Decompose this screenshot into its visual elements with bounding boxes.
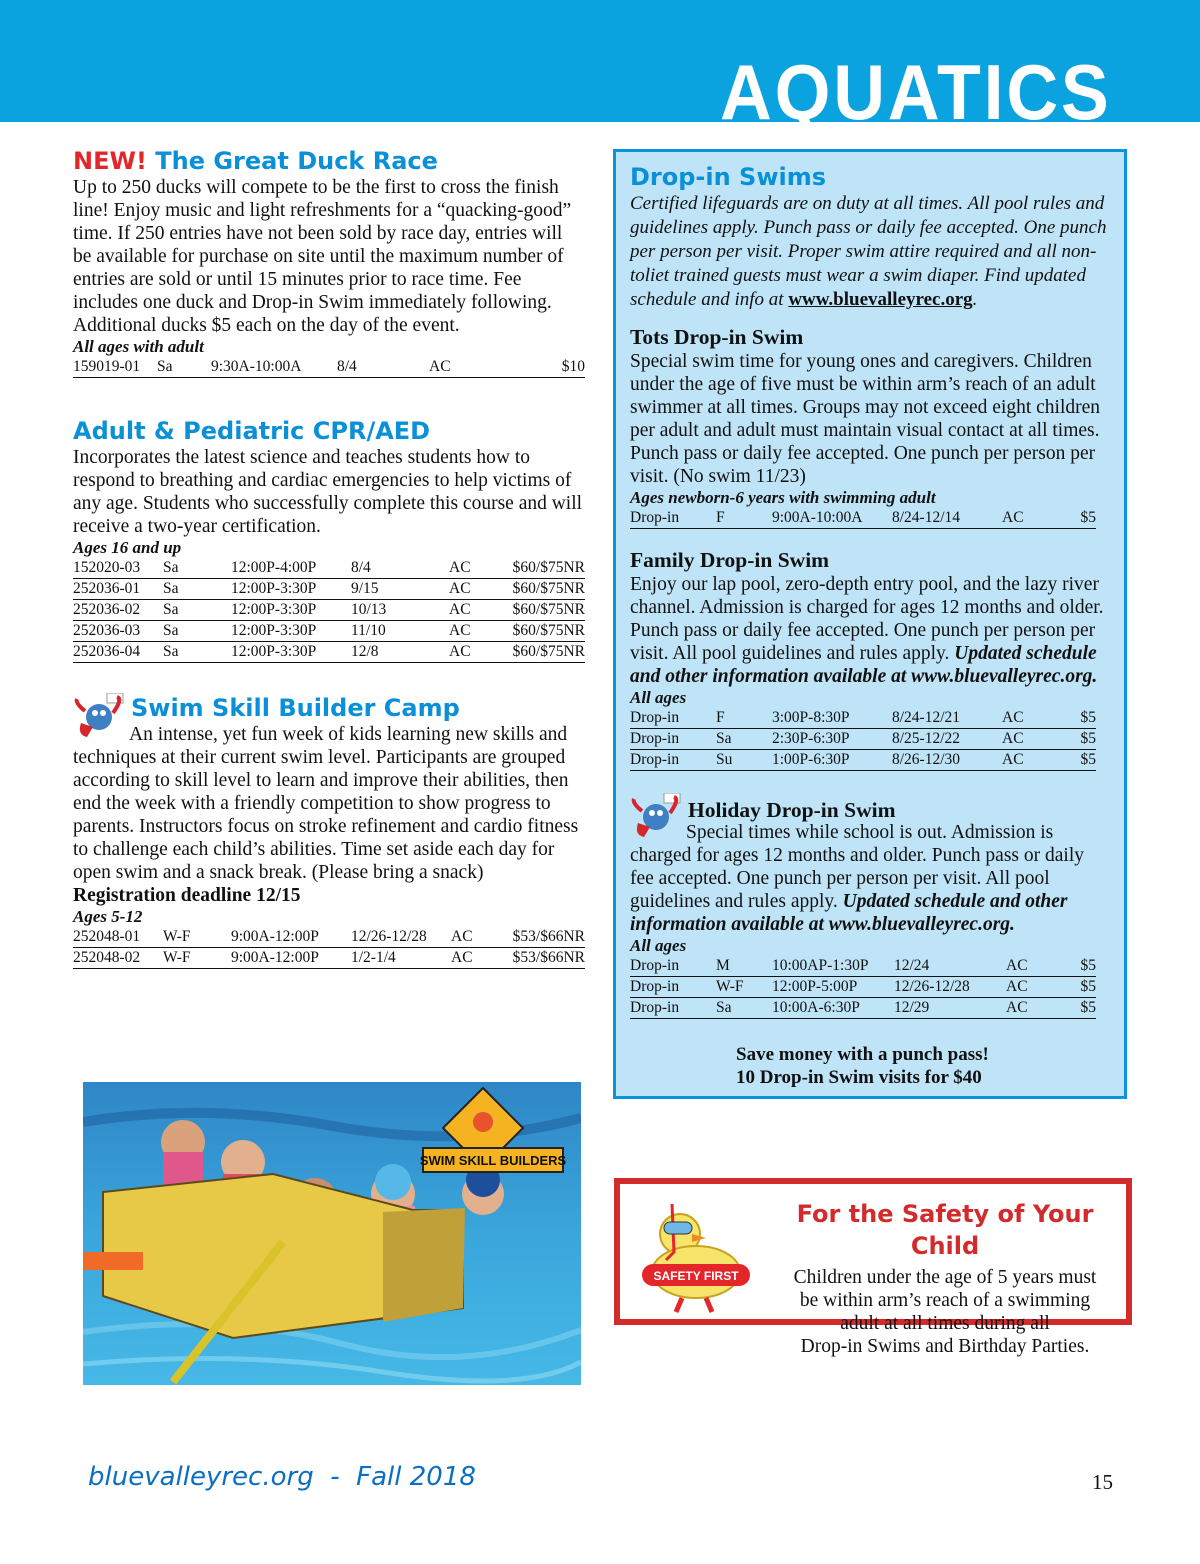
table-row [630, 956, 1096, 977]
course-number: 252048-02 [73, 948, 163, 969]
course-fee: $60/$75NR [497, 558, 585, 579]
session-days: F [716, 508, 772, 529]
session-fee: $5 [1052, 508, 1096, 529]
course-time: 12:00P-3:30P [231, 579, 351, 600]
session-days: Su [716, 750, 772, 771]
course-dates: 12/26-12/28 [351, 927, 451, 948]
dropin-title: Drop-in Swims [630, 163, 827, 191]
session-dates: 12/24 [894, 956, 1006, 977]
swim-camp-description [73, 723, 585, 907]
lobster-mascot-icon [73, 693, 131, 739]
course-number: 252036-02 [73, 600, 163, 621]
swim-skill-builders-photo [83, 1082, 581, 1385]
duck-race-heading [73, 146, 585, 176]
table-row [630, 977, 1096, 998]
safety-text [760, 1198, 1130, 1358]
session-location: AC [1006, 977, 1056, 998]
session-time: 12:00P-5:00P [772, 977, 894, 998]
table-row [73, 948, 585, 969]
course-location: AC [449, 621, 497, 642]
table-row [73, 642, 585, 663]
course-number: 252036-01 [73, 579, 163, 600]
duck-race-schedule [73, 357, 585, 378]
registration-deadline: Registration deadline 12/15 [73, 885, 301, 906]
course-location: AC [451, 927, 497, 948]
table-row [630, 998, 1096, 1019]
course-days: Sa [163, 558, 231, 579]
session-dates: 8/24-12/14 [892, 508, 1002, 529]
table-row [73, 558, 585, 579]
course-fee: $53/$66NR [497, 927, 585, 948]
session-location: AC [1002, 750, 1052, 771]
session-fee: $5 [1052, 729, 1096, 750]
holiday-updated-info: Updated schedule and other information available at www.bluevalleyrec.org. [630, 891, 1068, 935]
session-time: 9:00A-10:00A [772, 508, 892, 529]
dropin-swims-box [613, 149, 1127, 1099]
course-time: 9:30A-10:00A [211, 357, 337, 378]
course-days: Sa [157, 357, 211, 378]
session-location: AC [1002, 508, 1052, 529]
swim-camp-ages: Ages 5-12 [73, 907, 143, 926]
holiday-body: Special times while school is out. Admission is charged for ages 12 months and older. Punch pass or daily fee accepted. One punch per person per visit. All pool guidelines and rules apply. [630, 822, 1085, 912]
table-row [73, 579, 585, 600]
course-time: 12:00P-3:30P [231, 621, 351, 642]
course-time: 12:00P-3:30P [231, 600, 351, 621]
session-type: Drop-in [630, 508, 716, 529]
table-row [73, 927, 585, 948]
page-number: 15 [1092, 1470, 1113, 1494]
course-fee: $60/$75NR [497, 579, 585, 600]
safety-line-2: be within arm’s reach of a swimming [799, 1290, 1091, 1311]
course-location: AC [449, 579, 497, 600]
course-fee: $60/$75NR [497, 621, 585, 642]
course-dates: 8/4 [337, 357, 429, 378]
lobster-mascot-icon [630, 793, 688, 839]
course-number: 252036-03 [73, 621, 163, 642]
safety-description [760, 1266, 1130, 1358]
safety-title: For the Safety of Your Child [796, 1200, 1094, 1260]
footer-website[interactable]: bluevalleyrec.org - Fall 2018 [88, 1462, 476, 1492]
session-fee: $5 [1052, 708, 1096, 729]
swim-camp-section [73, 693, 585, 907]
holiday-title: Holiday Drop-in Swim [688, 798, 896, 822]
course-fee: $53/$66NR [497, 948, 585, 969]
course-time: 12:00P-4:00P [231, 558, 351, 579]
left-column [73, 146, 585, 969]
course-time: 9:00A-12:00P [231, 948, 351, 969]
course-number: 252048-01 [73, 927, 163, 948]
duck-safety-icon [636, 1194, 756, 1314]
course-dates: 1/2-1/4 [351, 948, 451, 969]
course-location: AC [449, 642, 497, 663]
safety-line-1: Children under the age of 5 years must [793, 1267, 1097, 1288]
table-row [73, 600, 585, 621]
family-body: Enjoy our lap pool, zero-depth entry pool, and the lazy river channel. Admission is charged for ages 12 months and older. Punch pass or daily fee accepted. One punch per person per visit. All pool guidelines and rules apply. [630, 574, 1104, 664]
swim-camp-schedule [73, 927, 585, 969]
cpr-ages: Ages 16 and up [73, 538, 182, 557]
session-dates: 8/24-12/21 [892, 708, 1002, 729]
family-updated-info: Updated schedule and other information available at www.bluevalleyrec.org. [630, 643, 1098, 687]
course-dates: 11/10 [351, 621, 449, 642]
course-dates: 10/13 [351, 600, 449, 621]
session-dates: 12/26-12/28 [894, 977, 1006, 998]
website-link[interactable]: www.bluevalleyrec.org [788, 289, 973, 310]
session-location: AC [1006, 998, 1056, 1019]
section-title: AQUATICS [720, 48, 1112, 136]
session-dates: 8/25-12/22 [892, 729, 1002, 750]
family-ages: All ages [630, 688, 687, 707]
duck-race-ages: All ages with adult [73, 337, 204, 356]
cpr-description: Incorporates the latest science and teaches students how to respond to breathing and cardiac emergencies to help victims of any age. Students who successfully complete this course and will receive a two-year certification. [73, 447, 583, 537]
session-days: Sa [716, 998, 772, 1019]
session-days: W-F [716, 977, 772, 998]
course-time: 9:00A-12:00P [231, 927, 351, 948]
course-dates: 9/15 [351, 579, 449, 600]
holiday-description [630, 821, 1110, 936]
holiday-ages: All ages [630, 936, 687, 955]
session-type: Drop-in [630, 708, 716, 729]
course-location: AC [451, 948, 497, 969]
session-dates: 8/26-12/30 [892, 750, 1002, 771]
session-type: Drop-in [630, 998, 716, 1019]
session-fee: $5 [1056, 956, 1096, 977]
table-row [630, 708, 1096, 729]
course-days: Sa [163, 642, 231, 663]
course-dates: 12/8 [351, 642, 449, 663]
table-row [630, 508, 1096, 529]
family-schedule [630, 708, 1096, 771]
dropin-intro-text: Certified lifeguards are on duty at all times. All pool rules and guidelines apply. Punch pass or daily fee accepted. One punch per person per visit. Proper swim attire required and all non-toliet trained guests must wear a swim diaper. Find updated schedule and info at [630, 193, 1107, 310]
session-dates: 12/29 [894, 998, 1006, 1019]
course-location: AC [429, 357, 529, 378]
session-days: F [716, 708, 772, 729]
course-number: 152020-03 [73, 558, 163, 579]
course-fee: $60/$75NR [497, 600, 585, 621]
safety-line-3: adult at all times during all [840, 1313, 1050, 1334]
safety-line-4: Drop-in Swims and Birthday Parties. [800, 1336, 1090, 1357]
course-days: W-F [163, 948, 231, 969]
course-number: 159019-01 [73, 357, 157, 378]
course-location: AC [449, 558, 497, 579]
session-days: M [716, 956, 772, 977]
duck-race-title: The Great Duck Race [155, 147, 438, 175]
session-location: AC [1002, 729, 1052, 750]
session-time: 10:00AP-1:30P [772, 956, 894, 977]
session-time: 3:00P-8:30P [772, 708, 892, 729]
tots-description: Special swim time for young ones and caregivers. Children under the age of five must be within arm’s reach of an adult swimmer at all times. Groups may not exceed eight children per adult and adult must maintain visual contact at all times. Punch pass or daily fee accepted. One punch per person per visit. (No swim 11/23) [630, 351, 1101, 487]
punch-pass-line-2: 10 Drop-in Swim visits for $40 [736, 1067, 982, 1088]
session-type: Drop-in [630, 956, 716, 977]
session-fee: $5 [1056, 998, 1096, 1019]
session-time: 2:30P-6:30P [772, 729, 892, 750]
course-dates: 8/4 [351, 558, 449, 579]
session-days: Sa [716, 729, 772, 750]
photo-sign-text: SWIM SKILL BUILDERS [419, 1153, 567, 1168]
tots-ages: Ages newborn-6 years with swimming adult [630, 488, 936, 507]
swim-camp-body: An intense, yet fun week of kids learning new skills and techniques at their current swim level. Participants are grouped according to skill level to learn and improve their abilities, then end the week with a friendly competition to show progress to parents. Instructors focus on stroke refinement and cardio fitness to challenge each child’s abilities. Time set aside each day for open swim and a snack break. (Please bring a snack) [73, 724, 579, 883]
course-days: Sa [163, 621, 231, 642]
course-time: 12:00P-3:30P [231, 642, 351, 663]
table-row [630, 729, 1096, 750]
dropin-intro: Certified lifeguards are on duty at all times. All pool rules and guidelines apply. Punch pass or daily fee accepted. One punch per person per visit. Proper swim attire required and all non-toliet trained guests must wear a swim diaper. Find updated schedule and info at www.bluevalleyrec.org. [630, 193, 1107, 310]
session-location: AC [1006, 956, 1056, 977]
course-days: W-F [163, 927, 231, 948]
session-time: 1:00P-6:30P [772, 750, 892, 771]
table-row [73, 357, 585, 378]
session-time: 10:00A-6:30P [772, 998, 894, 1019]
punch-pass-line-1: Save money with a punch pass! [736, 1044, 989, 1065]
tots-title: Tots Drop-in Swim [630, 325, 804, 349]
session-location: AC [1002, 708, 1052, 729]
new-label: NEW! [73, 147, 147, 175]
header-banner [0, 0, 1200, 136]
course-fee: $10 [529, 357, 585, 378]
course-days: Sa [163, 579, 231, 600]
session-type: Drop-in [630, 977, 716, 998]
session-type: Drop-in [630, 750, 716, 771]
swim-camp-title: Swim Skill Builder Camp [131, 694, 460, 722]
safety-notice-box [614, 1178, 1132, 1357]
family-description [630, 573, 1110, 688]
course-number: 252036-04 [73, 642, 163, 663]
duck-race-description: Up to 250 ducks will compete to be the first to cross the finish line! Enjoy music and light refreshments for a “quacking-good” time. If 250 entries have not been sold by race day, entries will be available for purchase on site until the maximum number of entries are sold or until 15 minutes prior to race time. Fee includes one duck and Drop-in Swim immediately following. Additional ducks $5 each on the day of the event. [73, 177, 572, 336]
cpr-schedule [73, 558, 585, 663]
family-title: Family Drop-in Swim [630, 548, 830, 572]
session-fee: $5 [1056, 977, 1096, 998]
tots-schedule [630, 508, 1096, 529]
session-fee: $5 [1052, 750, 1096, 771]
punch-pass-promo [630, 1043, 1110, 1089]
session-type: Drop-in [630, 729, 716, 750]
holiday-schedule [630, 956, 1096, 1019]
table-row [630, 750, 1096, 771]
safety-first-badge: SAFETY FIRST [653, 1269, 739, 1283]
table-row [73, 621, 585, 642]
cpr-title: Adult & Pediatric CPR/AED [73, 417, 431, 445]
course-fee: $60/$75NR [497, 642, 585, 663]
course-days: Sa [163, 600, 231, 621]
course-location: AC [449, 600, 497, 621]
